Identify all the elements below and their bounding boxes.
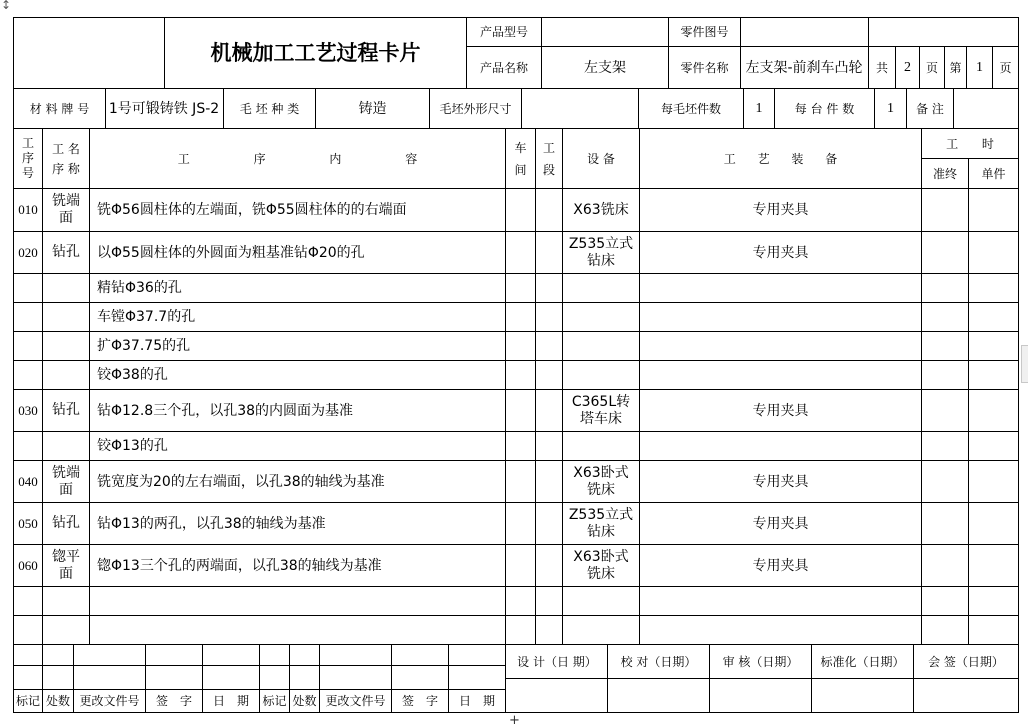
- row-11-equipment-cell[interactable]: X63卧式 铣床: [573, 548, 629, 582]
- col-unit-time: 单件: [981, 166, 1006, 181]
- col-op-name: 工 名 序 称: [52, 141, 80, 176]
- row-9-content-cell[interactable]: 铣宽度为20的左右端面，以孔38的轴线为基准: [97, 473, 385, 490]
- v-line: [505, 128, 506, 645]
- total-pages[interactable]: 2: [904, 59, 911, 75]
- product-model-label: 产品型号: [479, 25, 528, 39]
- row-8-tooling-cell[interactable]: [640, 432, 921, 460]
- row-4-no-cell[interactable]: [14, 303, 42, 331]
- part-name-label: 零件名称: [680, 60, 729, 75]
- blank-size-value[interactable]: [522, 89, 638, 128]
- row-3-content-cell[interactable]: 精钻Φ36的孔: [97, 280, 182, 296]
- part-drawing-no-label: 零件图号: [680, 25, 729, 39]
- row-9-equipment-cell[interactable]: X63卧式 铣床: [573, 464, 629, 498]
- row-12-no-cell[interactable]: [14, 587, 42, 615]
- per-blank-value[interactable]: 1: [755, 100, 763, 116]
- row-8-no-cell[interactable]: [14, 432, 42, 460]
- row-6-no-cell[interactable]: [14, 361, 42, 389]
- footer-date-label: 日 期: [212, 694, 249, 708]
- footer-right-line: [506, 678, 1019, 679]
- row-6-tooling-cell[interactable]: [640, 361, 921, 389]
- footer-mark-label-2: 标记: [262, 694, 287, 708]
- row-8-name-cell[interactable]: [43, 432, 89, 460]
- row-13-name-cell[interactable]: [43, 616, 89, 644]
- proofread-date-label: 校 对（日期）: [620, 654, 697, 669]
- remark-value[interactable]: [954, 89, 1018, 128]
- v-line: [105, 88, 106, 129]
- row-12-content-cell[interactable]: [90, 587, 505, 615]
- row-3-equipment-cell[interactable]: [563, 274, 639, 302]
- col-tooling: 工 艺 装 备: [723, 151, 838, 166]
- product-model-value[interactable]: [542, 18, 668, 46]
- part-name-value[interactable]: 左支架-前刹车凸轮: [745, 59, 863, 76]
- row-10-no-cell[interactable]: 050: [18, 515, 38, 531]
- row-11-name-cell[interactable]: 锪平 面: [52, 548, 80, 582]
- row-5-equipment-cell[interactable]: [563, 332, 639, 360]
- page-no[interactable]: 1: [976, 59, 983, 75]
- row-5-content-cell[interactable]: 扩Φ37.75的孔: [97, 338, 191, 354]
- side-scroll-tab[interactable]: [1021, 345, 1028, 383]
- row-13-no-cell[interactable]: [14, 616, 42, 644]
- row-11-tooling-cell[interactable]: 专用夹具: [752, 557, 809, 574]
- per-blank-label: 每毛坯件数: [660, 101, 721, 116]
- row-3-name-cell[interactable]: [43, 274, 89, 302]
- row-9-name-cell[interactable]: 铣端 面: [52, 464, 80, 498]
- blank-size-label: 毛坯外形尺寸: [439, 101, 512, 116]
- product-name-value[interactable]: 左支架: [584, 59, 626, 76]
- plus-icon[interactable]: +: [509, 713, 520, 728]
- row-11-content-cell[interactable]: 锪Φ13三个孔的两端面，以孔38的轴线为基准: [97, 557, 382, 574]
- footer-change-doc-label: 更改文件号: [79, 694, 140, 708]
- material-grade-value[interactable]: 1号可锻铸铁 JS-2: [108, 100, 220, 117]
- row-1-no-cell[interactable]: 010: [18, 202, 38, 217]
- blank-type-label: 毛 坯 种 类: [239, 101, 300, 116]
- v-line: [535, 128, 536, 645]
- row-10-equipment-cell[interactable]: Z535立式 钻床: [568, 506, 634, 540]
- row-7-name-cell[interactable]: 钻孔: [52, 402, 80, 418]
- row-9-no-cell[interactable]: 040: [18, 473, 38, 489]
- row-9-tooling-cell[interactable]: 专用夹具: [752, 473, 809, 490]
- row-4-tooling-cell[interactable]: [640, 303, 921, 331]
- blank-type-value[interactable]: 铸造: [358, 100, 387, 117]
- page-no-label: 第: [949, 60, 962, 75]
- footer-sign-label-2: 签 字: [401, 694, 438, 708]
- product-name-label: 产品名称: [479, 60, 528, 75]
- row-4-equipment-cell[interactable]: [563, 303, 639, 331]
- row-2-tooling-cell[interactable]: 专用夹具: [752, 244, 809, 261]
- design-date-label: 设 计（日 期）: [517, 654, 597, 669]
- row-5-tooling-cell[interactable]: [640, 332, 921, 360]
- remark-label: 备 注: [916, 101, 944, 116]
- row-2-no-cell[interactable]: 020: [18, 244, 38, 260]
- footer-count-label-2: 处数: [292, 694, 317, 708]
- col-workshop: 车 间: [514, 140, 527, 177]
- page-label: 页: [925, 60, 938, 75]
- row-8-content-cell[interactable]: 铰Φ13的孔: [97, 438, 168, 454]
- border-right: [1018, 17, 1019, 713]
- page-label-2: 页: [999, 60, 1012, 75]
- col-equipment: 设 备: [587, 151, 615, 166]
- row-10-name-cell[interactable]: 钻孔: [52, 515, 80, 531]
- row-6-equipment-cell[interactable]: [563, 361, 639, 389]
- row-13-equipment-cell[interactable]: [563, 616, 639, 644]
- row-7-content-cell[interactable]: 钻Φ12.8三个孔，以孔38的内圆面为基准: [97, 402, 354, 419]
- review-date-label: 审 核（日期）: [722, 654, 799, 669]
- row-11-no-cell[interactable]: 060: [18, 557, 38, 573]
- row-6-name-cell[interactable]: [43, 361, 89, 389]
- col-prep-time: 准终: [932, 166, 957, 181]
- row-13-tooling-cell[interactable]: [640, 616, 921, 644]
- row-5-name-cell[interactable]: [43, 332, 89, 360]
- row-7-no-cell[interactable]: 030: [18, 402, 38, 418]
- col-hours: 工 时: [946, 136, 994, 151]
- countersign-date-label: 会 签（日期）: [928, 654, 1004, 669]
- footer-change-doc-label-2: 更改文件号: [325, 694, 386, 708]
- footer-mark-label: 标记: [15, 694, 40, 708]
- per-unit-value[interactable]: 1: [887, 100, 894, 116]
- part-drawing-no-value[interactable]: [741, 18, 868, 46]
- col-content: 工 序 内 容: [177, 151, 418, 166]
- row-7-equipment-cell[interactable]: C365L转 塔车床: [571, 393, 631, 427]
- row-2-equipment-cell[interactable]: Z535立式 钻床: [568, 235, 634, 269]
- row-1-tooling-cell[interactable]: 专用夹具: [752, 202, 809, 218]
- row-1-equipment-cell[interactable]: X63铣床: [573, 201, 629, 218]
- row-12-name-cell[interactable]: [43, 587, 89, 615]
- page-title: 机械加工工艺过程卡片: [210, 40, 421, 65]
- footer-date-label-2: 日 期: [458, 694, 495, 708]
- row-12-equipment-cell[interactable]: [563, 587, 639, 615]
- row-4-content-cell[interactable]: 车镗Φ37.7的孔: [97, 309, 196, 325]
- per-unit-label: 每 台 件 数: [794, 101, 855, 116]
- v-line: [921, 128, 922, 645]
- v-line: [505, 644, 506, 713]
- move-handle-icon[interactable]: ↕: [1, 0, 12, 12]
- row-8-equipment-cell[interactable]: [563, 432, 639, 460]
- row-3-tooling-cell[interactable]: [640, 274, 921, 302]
- col-section: 工 段: [542, 140, 555, 177]
- row-12-tooling-cell[interactable]: [640, 587, 921, 615]
- footer-count-label: 处数: [45, 694, 70, 708]
- footer-sign-label: 签 字: [155, 694, 192, 708]
- material-grade-label: 材 料 牌 号: [29, 101, 90, 116]
- row-1-name-cell[interactable]: 铣端 面: [52, 193, 80, 226]
- row-6-content-cell[interactable]: 铰Φ38的孔: [97, 367, 168, 383]
- row-1-content-cell[interactable]: 铣Φ56圆柱体的左端面，铣Φ55圆柱体的的右端面: [97, 202, 407, 218]
- row-13-content-cell[interactable]: [90, 616, 505, 644]
- row-7-tooling-cell[interactable]: 专用夹具: [752, 402, 809, 419]
- standardize-date-label: 标准化（日期）: [820, 654, 905, 669]
- row-2-name-cell[interactable]: 钻孔: [52, 244, 80, 260]
- row-5-no-cell[interactable]: [14, 332, 42, 360]
- total-label: 共: [875, 60, 888, 75]
- row-4-name-cell[interactable]: [43, 303, 89, 331]
- v-line: [968, 158, 969, 645]
- col-op-no: 工 序 号: [21, 136, 34, 180]
- row-10-content-cell[interactable]: 钻Φ13的两孔，以孔38的轴线为基准: [97, 515, 326, 532]
- row-10-tooling-cell[interactable]: 专用夹具: [752, 515, 809, 532]
- row-3-no-cell[interactable]: [14, 274, 42, 302]
- row-2-content-cell[interactable]: 以Φ55圆柱体的外圆面为粗基准钻Φ20的孔: [97, 244, 365, 261]
